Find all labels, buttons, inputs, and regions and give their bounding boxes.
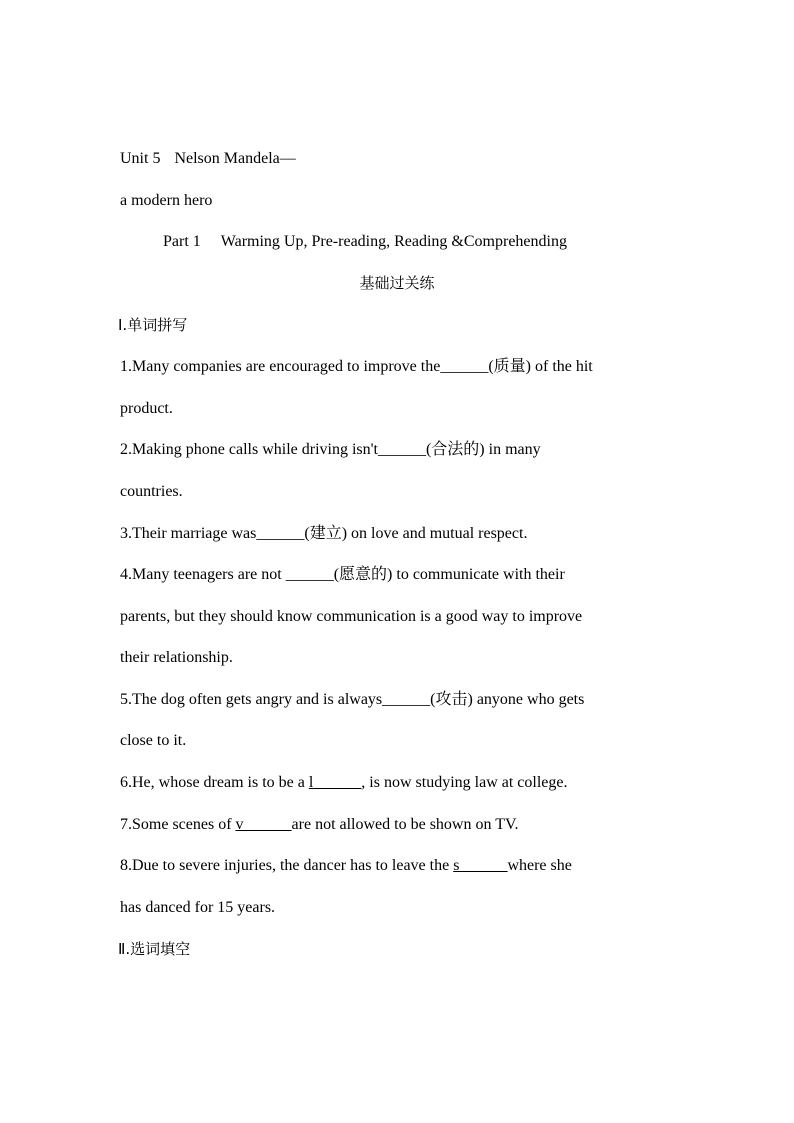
section-title: 基础过关练 [359,274,435,292]
part-name: Warming Up, Pre-reading, Reading &Comprehending [220,233,567,250]
question-4-line-1 [120,565,690,585]
question-text: 2.Making phone calls while driving isn't [120,441,378,458]
blank-underline: ______ [313,774,362,791]
answer-blank[interactable] [453,857,507,874]
answer-blank[interactable] [236,816,292,833]
question-5-line-2: close to it. [120,732,187,749]
question-7-line-1 [120,815,690,835]
question-text: 3.Their marriage was [120,525,257,542]
part-label: Part 1 [163,233,201,250]
question-text: 6.He, whose dream is to be a [120,774,309,791]
question-hint: where she [507,857,572,874]
question-3-line-1 [120,524,690,544]
first-letter: s [453,857,460,874]
answer-blank[interactable]: ______ [256,525,305,542]
question-text: 4.Many teenagers are not [120,566,286,583]
question-hint: are not allowed to be shown on TV. [291,816,519,833]
question-hint: (攻击) anyone who gets [430,691,585,708]
answer-blank[interactable]: ______ [382,691,431,708]
answer-blank[interactable]: ______ [440,358,489,375]
question-5-line-1 [120,690,690,710]
question-hint: , is now studying law at college. [361,774,568,791]
question-4-line-3: their relationship. [120,649,233,666]
unit-number: Unit 5 [120,150,161,167]
question-text: 7.Some scenes of [120,816,236,833]
question-hint: (质量) of the hit [488,358,593,375]
unit-title [120,149,690,169]
first-letter: l [308,774,314,791]
answer-blank[interactable]: ______ [285,566,334,583]
section2-heading: Ⅱ.选词填空 [118,940,191,958]
blank-underline: ______ [459,857,508,874]
section1-heading: Ⅰ.单词拼写 [118,316,188,334]
question-2-line-2: countries. [120,483,183,500]
unit-name: Nelson Mandela— [174,150,296,167]
question-1-line-1 [120,357,690,377]
part-heading [163,232,733,252]
question-8-line-2: has danced for 15 years. [120,899,276,916]
question-4-line-2: parents, but they should know communication is a good way to improve [120,608,583,625]
answer-blank[interactable]: ______ [377,441,426,458]
question-hint: (愿意的) to communicate with their [333,566,565,583]
question-hint: (建立) on love and mutual respect. [304,525,528,542]
first-letter: v [235,816,244,833]
question-text: 5.The dog often gets angry and is always [120,691,383,708]
blank-underline: ______ [243,816,292,833]
question-1-line-2: product. [120,400,173,417]
question-6-line-1 [120,773,690,793]
question-hint: (合法的) in many [425,441,541,458]
question-2-line-1 [120,440,690,460]
question-text: 1.Many companies are encouraged to improve the [120,358,441,375]
question-8-line-1 [120,856,690,876]
answer-blank[interactable] [309,774,361,791]
unit-subtitle: a modern hero [120,192,213,209]
question-text: 8.Due to severe injuries, the dancer has to leave the [120,857,454,874]
